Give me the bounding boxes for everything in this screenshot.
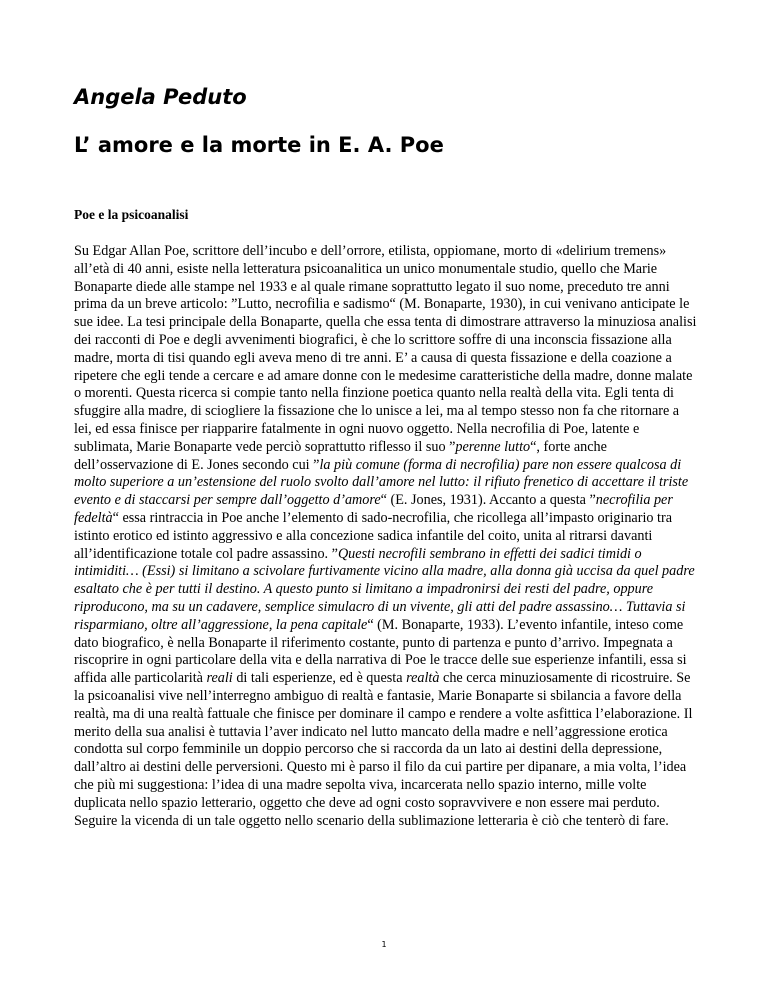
text-run: “ (E. Jones, 1931). Accanto a questa ”: [380, 492, 596, 509]
text-run: “, forte anche dell’osservazione di E. Jones secondo cui ”: [74, 438, 607, 473]
page-number: 1: [381, 940, 387, 949]
text-run: “ essa rintraccia in Poe anche l’elemento di sado-necrofilia, che ricollega all’impasto originario tra istinto erotico ed istinto aggressivo e alla concezione sadica infantile del coito, unita al ritrarsi davanti all’identificazione totale col padre assassino. ”: [74, 509, 672, 562]
document-title: L’ amore e la morte in E. A. Poe: [74, 133, 444, 157]
text-run: Su Edgar Allan Poe, scrittore dell’incubo e dell’orrore, etilista, oppiomane, morto di «delirium tremens» all’età di 40 anni, esiste nella letteratura psicoanalitica un unico monumentale studio, quello che Marie Bonaparte diede alle stampe nel 1933 e al quale rimane soprattutto legato il suo nome, preceduto tre anni prima da un breve articolo: ”Lutto, necrofilia e sadismo“ (M. Bonaparte, 1930), in cui venivano anticipate le sue idee. La tesi principale della Bonaparte, quella che essa tenta di dimostrare attraverso la minuziosa analisi dei racconti di Poe e degli avvenimenti biografici, è che lo scrittore soffre di una inconscia fissazione alla madre, morta di tisi quando egli aveva meno di tre anni. E’ a causa di questa fissazione e della coazione a ripetere che egli tende a cercare e ad amare donne con le medesime caratteristiche della madre, donne malate o morenti. Questa ricerca si compie tanto nella finzione poetica quanto nella realtà della vita. Egli tenta di sfuggire alla madre, di sciogliere la fissazione che lo unisce a lei, ma al tempo stesso non fa che ritornare a lei, ed essa finisce per riapparire fatalmente in ogni nuovo oggetto. Nella necrofilia di Poe, latente e sublimata, Marie Bonaparte vede perciò soprattutto riflesso il suo ”: [74, 243, 697, 455]
section-heading: Poe e la psicoanalisi: [74, 207, 189, 222]
text-run: che cerca minuziosamente di ricostruire. Se la psicoanalisi vive nell’interregno ambiguo di realtà e fantasie, Marie Bonaparte si sbilancia a favore della realtà, ma di una realtà fattuale che finisce per dominare il campo e rendere a volte asfittica l’elaborazione. Il merito della sua analisi è tuttavia l’aver indicato nel lutto mancato della madre e nell’aggressione erotica condotta sul corpo femminile un doppio percorso che si raccorda da un lato ai destini della depressione, dall’altro ai destini delle perversioni. Questo mi è parso il filo da cui partire per dipanare, a mia volta, l’idea che più mi suggestiona: l’idea di una madre sepolta viva, incarcerata nello spazio interno, mille volte duplicata nello spazio letterario, oggetto che deve ad ogni costo sopravvivere e non essere mai perduto. Seguire la vicenda di un tale oggetto nello scenario della sublimazione letteraria è ciò che tenterò di fare.: [74, 670, 693, 829]
text-run: “ (M. Bonaparte, 1933). L’evento infantile, inteso come dato biografico, è nella Bonaparte il riferimento costante, punto di partenza e punto d’arrivo. Impegnata a riscoprire in ogni particolare della vita e della narrativa di Poe le tracce delle sue esperienze infantili, essa si affida alle particolarità: [74, 616, 687, 687]
italic-quote: necrofilia per fedeltà: [74, 492, 673, 526]
author-name: Angela Peduto: [74, 85, 247, 109]
body-paragraph: [74, 243, 698, 830]
italic-quote: Questi necrofili sembrano in effetti dei sadici timidi o intimiditi… (Essi) si limitano a scivolare furtivamente vicino alla madre, alla donna già uccisa da quel padre esaltato che è per tutti il destino. A questo punto si limitano a impadronirsi dei resti del padre, oppure riproducono, ma su un cadavere, semplice simulacro di un vivente, gli atti del padre assassino… Tuttavia si risparmiano, oltre all’aggressione, la pena capitale: [74, 545, 695, 633]
italic-quote: la più comune (forma di necrofilia) pare non essere qualcosa di molto superiore a un’estensione del ruolo svolto dall’amore nel lutto: il rifiuto frenetico di accettare il triste evento e di staccarsi per sempre dall’oggetto d’amore: [74, 456, 689, 509]
italic-word: realtà: [406, 670, 440, 687]
italic-word: reali: [206, 670, 233, 687]
italic-quote: perenne lutto: [455, 438, 531, 455]
text-run: di tali esperienze, ed è questa: [232, 670, 407, 687]
